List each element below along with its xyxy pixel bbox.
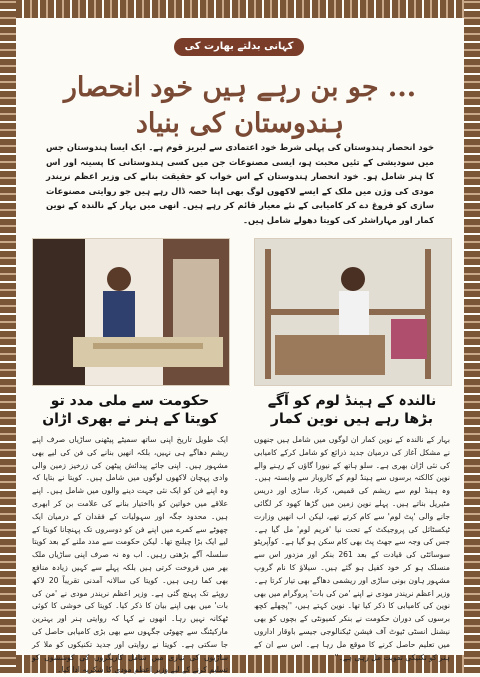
decorative-border-top <box>0 0 480 18</box>
caption-naveen: نالندہ کے ہینڈ لوم کو آگے بڑھا رہے ہیں نوین کمار <box>267 393 437 427</box>
body-naveen: بہار کے نالندہ کے نوین کمار ان لوگوں میں شامل ہیں جنھوں نے مشکل آغاز کی درمیان جدید ذرائع کو شامل کرکے کامیابی کی نئی اڑان بھری ہے۔ سلو ہاتھ کے نیورا گاؤں کے رہنے والے نوین کالکتہ برسوں سے ہینڈ لوم کے کاروبار سے وابستہ ہیں۔ وہ ہینڈ لوم سے ریشم کی قمیص، کرتا، ساڑی اور دریس مٹیریل بناتے ہیں۔ پہلے نوین زمین میں گڑھا کھود کر لگائی جانے والی 'پٹ لوم' سے کام کرتے تھے، لیکن اب انھیں وزارت ٹیکسٹائل کی پروجیکٹ کے تحت نیا 'فریم لوم' مل گیا ہے۔ جس کی وجہ سے جھٹ پٹ بھی کام سکن ہو گیا ہے۔ کوآپریٹو سوسائٹی کی قیادت کے بعد 261 بنکر اور مزدور اس سے منسلک ہو کر خود کفیل ہو گئے ہیں۔ سیلاؤ کا نام گروپ مشہور ہاون بونی ساڑی اور ریشمی دھاگے بھی تیار کرتا ہے۔ وزیر اعظم نریندر مودی نے اپنے 'من کی بات' پروگرام میں بھی نوین کی کامیابی کا ذکر کیا تھا۔ نوین کہتے ہیں، ''پچھلے کچھ برسوں کی دوران حکومت نے بنکر کمیونٹی کے بچوں کو بھی نیشنل انسٹی ٹیوٹ آف فیشن ٹیکنالوجی جیسے باوقار اداروں میں تعلیم حاصل کرنے کا موقع مل رہا ہے۔ اس سے ان کے ہنر کو تکنیکی تقویت مل رہی ہے۔'' <box>254 435 450 662</box>
decorative-border-right <box>464 0 480 673</box>
body-kavita: ایک طویل تاریخ اپنی ساتھ سمیٹے پیٹھنی ساڑیاں صرف اپنے ریشم دھاگے ہی نہیں، بلکہ انھیں بنانے کی فن کی لیے بھی مشہور ہیں۔ اپنی جائے پیدائش پیٹھن کی زرخیز زمین والی وادی پہچان لاکھوں لوگوں میں شامل ہیں۔ کویتا نے بتایا کہ وہ اپنے فن کو ایک نئی جہت دینے والوں میں شامل ہیں۔ اپنے علاقے میں خواتین کو بااختیار بنانے کی علامت بن کر ابھری ہیں۔ محدود جگہ اور سہولیات کے فقدان کے درمیان ایک چھوٹے سے کمرے میں اپنے فن کو دوسروں تک پہنچانا کویتا کے لیے ایک بڑا چیلنج تھا۔ لیکن حکومت سے مدد ملنے کے بعد کویتا سلسلہ آگے بڑھتی رہیں۔ اب وہ نہ صرف اپنی ساڑیاں ملک بھر میں فروخت کرتی ہیں بلکہ پہلے سے کہیں زیادہ منافع بھی کما رہی ہیں۔ کویتا کی سالانہ آمدنی تقریباً 20 لاکھ روپئے تک پہنچ گئی ہے۔ وزیر اعظم نریندر مودی نے 'من کی بات' میں بھی اپنے بیان کا ذکر کیا۔ کویتا کی خوشی کا کوئی ٹھکانہ نہیں رہا۔ انھوں نے کہا کہ روایتی ہنر اور بہترین مارکیٹنگ سے چھوٹی جگہوں سے بھی بڑی کامیابی حاصل کی جا سکتی ہے۔ کویتا نے روایتی اور جدید تکنیکوں کو ملا کر ساڑیوں کی تیاری میں شامل کاریگروں کی کوششوں کو تسلیم کرنے کے لیے وزیر اعظم مودی کا شکریہ ادا کیا۔ <box>32 435 228 675</box>
photo-woman-weaving <box>32 238 230 386</box>
article-page <box>24 24 456 675</box>
section-badge: کہانی بدلتے بھارت کی <box>174 38 304 56</box>
photo-man-at-loom <box>254 238 452 386</box>
article-headline: ... جو بن رہے ہیں خود انحصار ہندوستان کی بنیاد <box>63 72 417 139</box>
article-intro: خود انحصار ہندوستان کی پہلی شرط خود اعتمادی سے لبریز قوم ہے۔ ایک ایسا ہندوستان جس میں سودیشی کے تئیں محبت ہو، ایسی مصنوعات جن میں کسی ہندوستانی کا پسینہ اور اس کا ہنر شامل ہو۔ خود انحصار ہندوستان کے اس خواب کو حقیقت بنانے کی وزیر اعظم نریندر مودی کی وژن میں ملک کے ایسے لاکھوں لوگ بھی اپنا حصہ ڈال رہے ہیں جو روایتی مصنوعات سازی کو فروغ دے کر کامیابی کے نئے معیار قائم کر رہے ہیں۔ انھی میں بہار کے نالندہ کے نوین کمار اور مہاراشٹر کی کویتا دھولے شامل ہیں۔ <box>46 142 434 225</box>
caption-kavita: حکومت سے ملی مدد تو کویتا کے ہنر نے بھری اڑان <box>42 393 218 427</box>
decorative-border-left <box>0 0 16 673</box>
